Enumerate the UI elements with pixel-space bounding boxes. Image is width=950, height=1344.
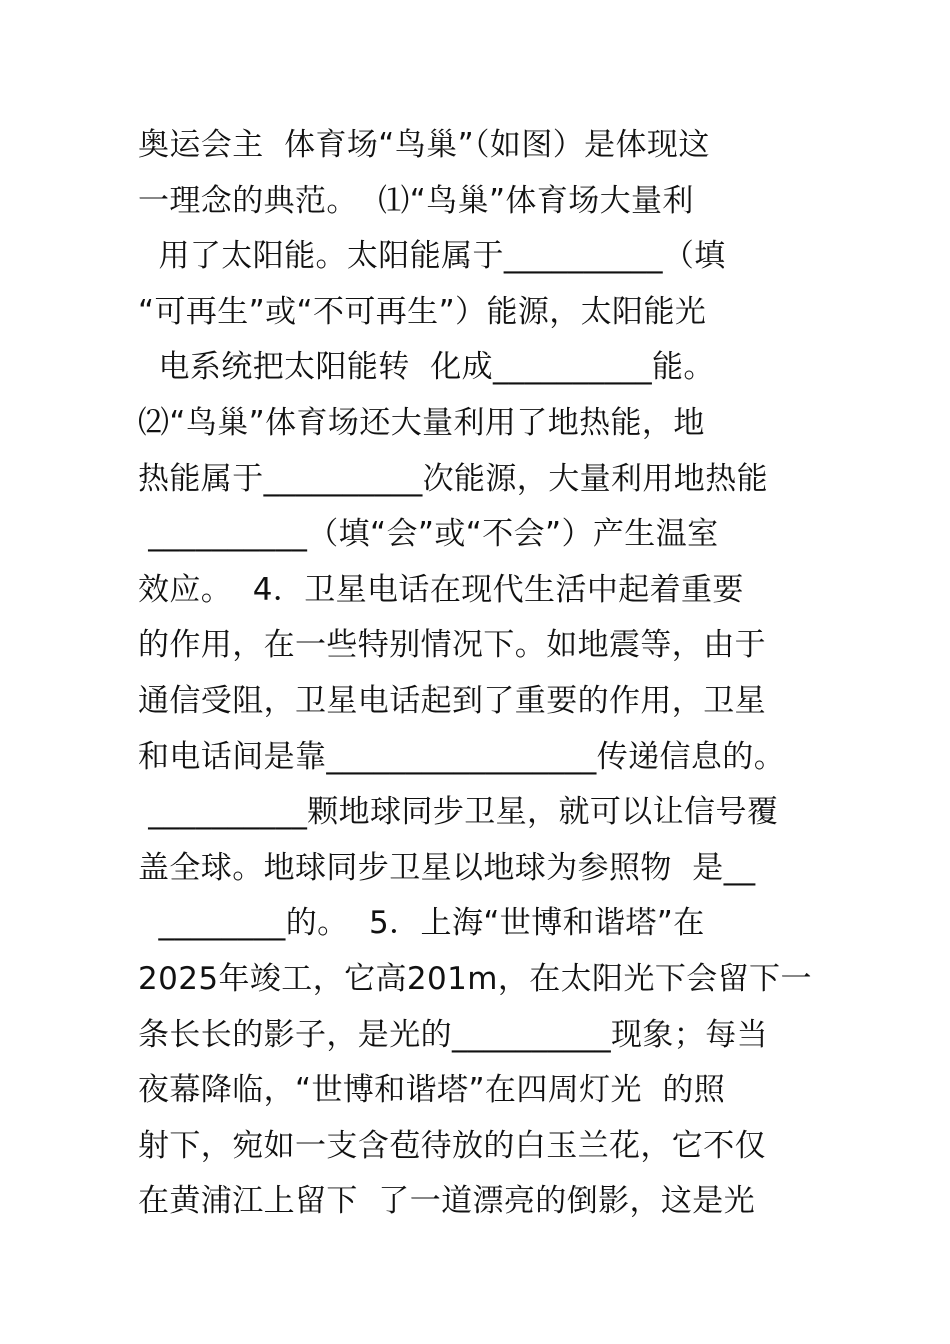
text-line: 2025年竣工，它高201m，在太阳光下会留下一 xyxy=(138,960,812,997)
text-line: ⑵“鸟巢”体育场还大量利用了地热能，地 xyxy=(138,404,705,441)
text-line: 用了太阳能。太阳能属于__________（填 xyxy=(138,238,726,275)
text-line: __________（填“会”或“不会”）产生温室 xyxy=(138,516,719,553)
text-line: 的作用，在一些特别情况下。如地震等，由于 xyxy=(138,627,766,664)
text-line: 盖全球。地球同步卫星以地球为参照物 是__ xyxy=(138,849,756,886)
text-line: 夜幕降临，“世博和谐塔”在四周灯光 的照 xyxy=(138,1072,726,1109)
text-line: 效应。 4．卫星电话在现代生活中起着重要 xyxy=(138,571,744,608)
text-line: 一理念的典范。 ⑴“鸟巢”体育场大量利 xyxy=(138,182,694,219)
body-text xyxy=(138,118,828,1230)
text-line: 和电话间是靠_________________传递信息的。 xyxy=(138,738,786,775)
text-line: 热能属于__________次能源，大量利用地热能 xyxy=(138,460,768,497)
text-line: 条长长的影子，是光的__________现象；每当 xyxy=(138,1016,768,1053)
text-line: 奥运会主 体育场“鸟巢”（如图）是体现这 xyxy=(138,127,710,163)
text-line: 通信受阻，卫星电话起到了重要的作用，卫星 xyxy=(138,682,766,719)
text-line: “可再生”或“不可再生”）能源，太阳能光 xyxy=(138,293,707,330)
text-line: 电系统把太阳能转 化成__________能。 xyxy=(138,349,715,386)
text-line: __________颗地球同步卫星，就可以让信号覆 xyxy=(138,794,779,831)
text-line: 在黄浦江上留下 了一道漂亮的倒影，这是光 xyxy=(138,1183,756,1220)
text-line: ________的。 5．上海“世博和谐塔”在 xyxy=(138,905,705,942)
text-line: 射下，宛如一支含苞待放的白玉兰花，它不仅 xyxy=(138,1127,766,1164)
